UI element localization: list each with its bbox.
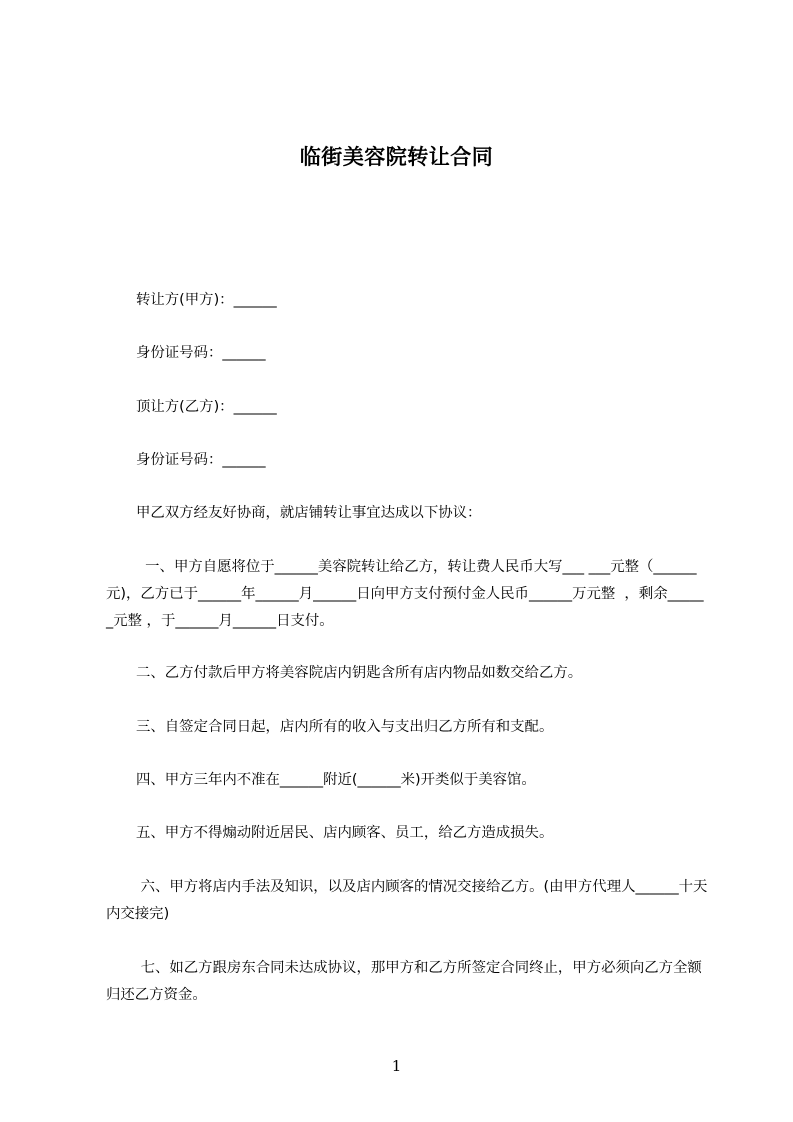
transferee-id-field: 身份证号码：______ [136,452,266,468]
clause-2: 二、乙方付款后甲方将美容院店内钥匙含所有店内物品如数交给乙方。 [136,665,583,681]
clause-4: 四、甲方三年内不准在______附近(______米)开类似于美容馆。 [136,772,536,788]
transferor-field: 转让方(甲方)：______ [136,292,277,308]
document-title: 临街美容院转让合同 [299,145,494,169]
clause-5: 五、甲方不得煽动附近居民、店内顾客、员工，给乙方造成损失。 [136,825,554,841]
clause-6: 六、甲方将店内手法及知识，以及店内顾客的情况交接给乙方。(由甲方代理人______十天内交接完) [106,879,708,922]
clause-1: 一、甲方自愿将位于______美容院转让给乙方，转让费人民币大写___ ___元整（______元)，乙方已于______年______月______日向甲方支付预付金人民币______万元整 ，剩余______元整 ，于______月______日支付。 [106,559,704,629]
page-number: 1 [391,1057,402,1075]
transferor-id-field: 身份证号码：______ [136,345,266,361]
clause-7: 七、如乙方跟房东合同未达成协议，那甲方和乙方所签定合同终止，甲方必须向乙方全额归还乙方资金。 [106,960,702,1003]
clause-3: 三、自签定合同日起，店内所有的收入与支出归乙方所有和支配。 [136,719,554,735]
transferee-field: 顶让方(乙方)：______ [136,399,277,415]
intro-paragraph: 甲乙双方经友好协商，就店铺转让事宜达成以下协议： [136,505,482,521]
